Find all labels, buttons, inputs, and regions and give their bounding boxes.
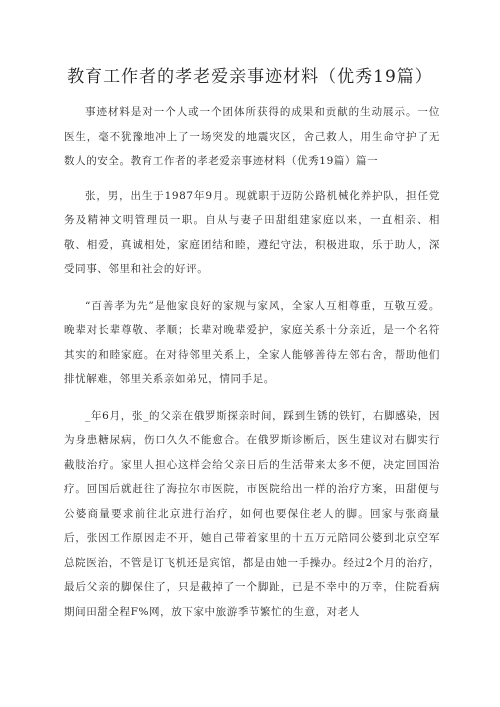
paragraph-family-values: “百善孝为先”是他家良好的家规与家风，全家人互相尊重，互敬互爱。晚辈对长辈尊敬、孝顺；长辈对晚辈爱护，家庭关系十分亲近，是一个名符其实的和睦家庭。在对待邻里关系上，全家人能够善待左邻右舍，帮助他们排忧解难，邻里关系亲如弟兄，情同手足。 [64,299,440,385]
document-title: 教育工作者的孝老爱亲事迹材料（优秀19篇） [67,67,433,87]
paragraph-profile: 张，男，出生于1987年9月。现就职于迈防公路机械化养护队，担任党务及精神文明管理员一职。自从与妻子田甜组建家庭以来，一直相亲、相敬、相爱，真诚相处，家庭团结和睦，遵纪守法，积极进取，乐于助人，深受同事、邻里和社会的好评。 [64,189,440,275]
paragraph-medical-story: _年6月，张_的父亲在俄罗斯探亲时间，踩到生锈的铁钉，右脚感染，因为身患糖尿病，伤口久久不能愈合。在俄罗斯诊断后，医生建议对右脚实行截肢治疗。家里人担心这样会给父亲日后的生活带来太多不便，决定回国治疗。回国后就赶往了海拉尔市医院，市医院给出一样的治疗方案，田甜便与公婆商量要求前往北京进行治疗，如何也要保住老人的脚。回家与张商量后，张因工作原因走不开，她自己带着家里的十五万元陪同公婆到北京空军总院医治，不管是订飞机还是宾馆，都是由她一手操办。经过2个月的治疗，最后父亲的脚保住了，只是截掉了一个脚趾，已是不幸中的万幸，住院看病期间田甜全程F%网，放下家中旅游季节繁忙的生意，对老人 [64,409,440,618]
document-body [64,100,440,636]
paragraph-intro: 事迹材料是对一个人或一个团体所获得的成果和贡献的生动展示。一位医生，毫不犹豫地冲上了一场突发的地震灾区，舍己救人，用生命守护了无数人的安全。教育工作者的孝老爱亲事迹材料（优秀19篇）篇一 [64,106,440,167]
